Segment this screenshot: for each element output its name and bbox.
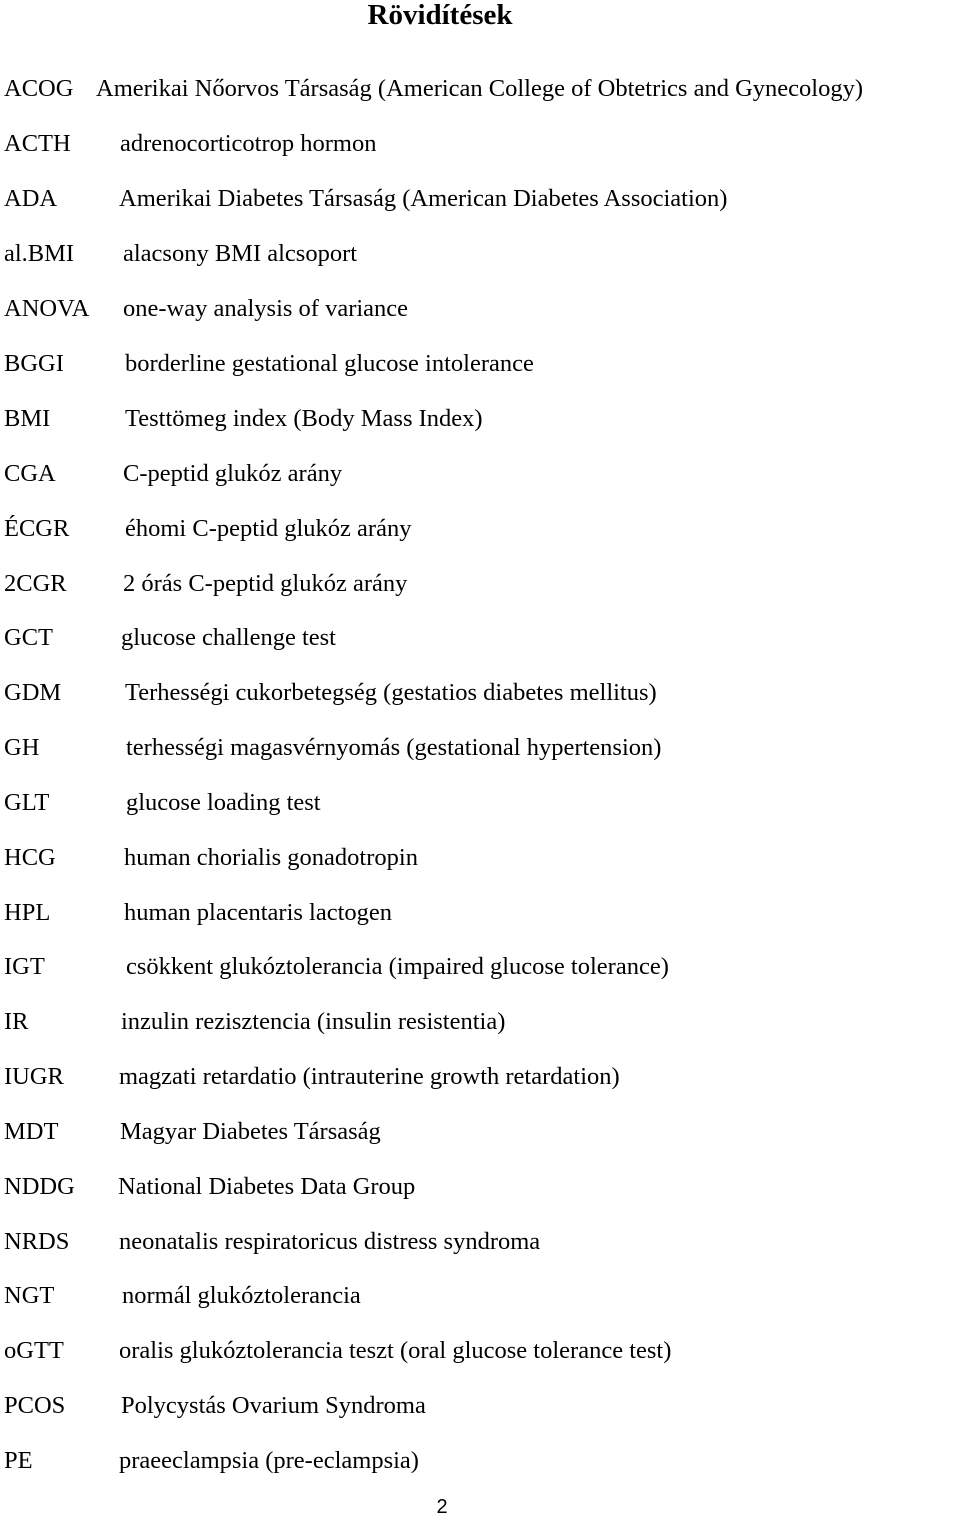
abbreviation-definition: neonatalis respiratoricus distress syndroma <box>119 1228 541 1255</box>
abbreviation-row <box>0 1386 960 1426</box>
abbreviation-row <box>0 1276 960 1316</box>
abbreviation-definition: Testtömeg index (Body Mass Index) <box>125 405 483 432</box>
abbreviation-row <box>0 1441 960 1481</box>
abbreviation-definition: terhességi magasvérnyomás (gestational hypertension) <box>126 734 662 761</box>
abbreviation-row <box>0 509 960 549</box>
abbreviation-definition: glucose loading test <box>126 789 321 816</box>
abbreviation-row <box>0 618 960 658</box>
abbreviation-term: GDM <box>4 679 62 706</box>
abbreviation-term: GLT <box>4 789 50 816</box>
abbreviation-definition: human chorialis gonadotropin <box>124 844 418 871</box>
page-title: Rövidítések <box>367 0 513 31</box>
abbreviation-row <box>0 1002 960 1042</box>
abbreviation-term: IGT <box>4 953 45 980</box>
abbreviation-term: oGTT <box>4 1337 64 1364</box>
abbreviation-row <box>0 179 960 219</box>
abbreviation-term: PE <box>4 1447 33 1474</box>
abbreviation-row <box>0 783 960 823</box>
abbreviation-term: IUGR <box>4 1063 64 1090</box>
abbreviation-row <box>0 289 960 329</box>
abbreviation-term: BGGI <box>4 350 64 377</box>
abbreviation-definition: C-peptid glukóz arány <box>123 460 343 487</box>
abbreviation-term: MDT <box>4 1118 59 1145</box>
abbreviation-row <box>0 234 960 274</box>
abbreviation-definition: normál glukóztolerancia <box>122 1282 361 1309</box>
abbreviation-row <box>0 728 960 768</box>
abbreviation-row <box>0 124 960 164</box>
abbreviation-term: ÉCGR <box>4 515 70 542</box>
abbreviation-row <box>0 673 960 713</box>
abbreviation-term: HPL <box>4 899 51 926</box>
abbreviation-definition: glucose challenge test <box>121 624 336 651</box>
abbreviation-term: ANOVA <box>4 295 90 322</box>
abbreviation-definition: Amerikai Nőorvos Társaság (American College of Obtetrics and Gynecology) <box>96 75 863 102</box>
abbreviation-term: CGA <box>4 460 56 487</box>
abbreviation-definition: borderline gestational glucose intolerance <box>125 350 534 377</box>
abbreviation-term: NRDS <box>4 1228 70 1255</box>
abbreviation-term: 2CGR <box>4 570 67 597</box>
abbreviation-definition: adrenocorticotrop hormon <box>120 130 377 157</box>
abbreviation-row <box>0 69 960 109</box>
abbreviation-definition: éhomi C-peptid glukóz arány <box>125 515 412 542</box>
abbreviation-definition: one-way analysis of variance <box>123 295 409 322</box>
abbreviation-row <box>0 1222 960 1262</box>
abbreviation-row <box>0 1167 960 1207</box>
abbreviation-term: NDDG <box>4 1173 75 1200</box>
abbreviation-definition: praeeclampsia (pre-eclampsia) <box>119 1447 419 1474</box>
abbreviation-definition: Magyar Diabetes Társaság <box>120 1118 381 1145</box>
abbreviation-row <box>0 1331 960 1371</box>
abbreviation-term: HCG <box>4 844 56 871</box>
abbreviation-row <box>0 344 960 384</box>
abbreviation-term: GH <box>4 734 40 761</box>
abbreviation-definition: National Diabetes Data Group <box>118 1173 416 1200</box>
abbreviation-definition: Amerikai Diabetes Társaság (American Diabetes Association) <box>119 185 728 212</box>
abbreviation-term: ACTH <box>4 130 71 157</box>
abbreviation-definition: inzulin rezisztencia (insulin resistentia) <box>121 1008 506 1035</box>
abbreviation-row <box>0 893 960 933</box>
abbreviation-definition: 2 órás C-peptid glukóz arány <box>123 570 408 597</box>
abbreviation-definition: oralis glukóztolerancia teszt (oral glucose tolerance test) <box>119 1337 672 1364</box>
page-number: 2 <box>436 1496 448 1518</box>
abbreviation-definition: Terhességi cukorbetegség (gestatios diabetes mellitus) <box>125 679 657 706</box>
abbreviation-term: IR <box>4 1008 29 1035</box>
abbreviation-term: PCOS <box>4 1392 66 1419</box>
abbreviation-row <box>0 399 960 439</box>
abbreviation-row <box>0 947 960 987</box>
abbreviation-definition: csökkent glukóztolerancia (impaired glucose tolerance) <box>126 953 669 980</box>
abbreviation-definition: human placentaris lactogen <box>124 899 393 926</box>
abbreviation-term: NGT <box>4 1282 55 1309</box>
abbreviation-definition: alacsony BMI alcsoport <box>123 240 358 267</box>
abbreviation-row <box>0 454 960 494</box>
abbreviation-definition: Polycystás Ovarium Syndroma <box>121 1392 426 1419</box>
abbreviation-term: GCT <box>4 624 53 651</box>
abbreviation-term: BMI <box>4 405 51 432</box>
abbreviation-row <box>0 1057 960 1097</box>
abbreviation-definition: magzati retardatio (intrauterine growth retardation) <box>119 1063 620 1090</box>
abbreviation-row <box>0 1112 960 1152</box>
abbreviation-term: al.BMI <box>4 240 75 267</box>
abbreviation-row <box>0 838 960 878</box>
abbreviation-term: ADA <box>4 185 58 212</box>
abbreviation-row <box>0 564 960 604</box>
abbreviation-term: ACOG <box>4 75 74 102</box>
